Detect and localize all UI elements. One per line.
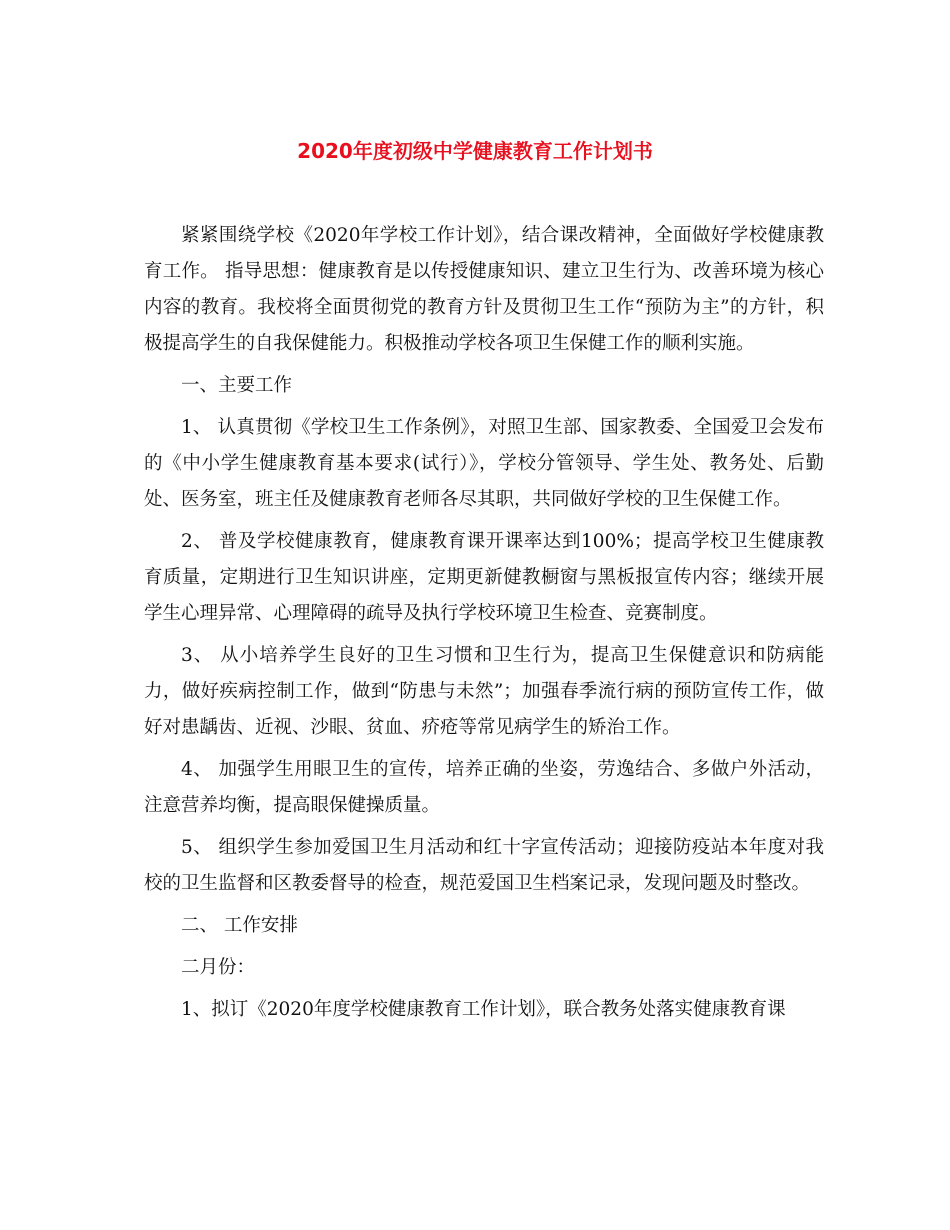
work-item-2: 2、 普及学校健康教育，健康教育课开课率达到100%；提高学校卫生健康教育质量，定期进行卫生知识讲座，定期更新健教橱窗与黑板报宣传内容；继续开展学生心理异常、心理障碍的疏导及执行学校环境卫生检查、竞赛制度。 [144,531,824,624]
section-heading-main-work: 一、主要工作 [181,375,293,396]
schedule-item-1: 1、拟订《2020年度学校健康教育工作计划》，联合教务处落实健康教育课 [181,999,786,1020]
section-heading-schedule: 二、 工作安排 [181,915,298,936]
intro-paragraph: 紧紧围绕学校《2020年学校工作计划》，结合课改精神，全面做好学校健康教育工作。 指导思想：健康教育是以传授健康知识、建立卫生行为、改善环境为核心内容的教育。我校将全面贯彻党的教育方针及贯彻卫生工作“预防为主”的方针，积极提高学生的自我保健能力。积极推动学校各项卫生保健工作的顺利实施。 [144,225,824,354]
document-body [144,218,824,1028]
document-title: 2020年度初级中学健康教育工作计划书 [297,139,653,163]
month-heading-february: 二月份： [181,957,256,978]
work-item-4: 4、 加强学生用眼卫生的宣传，培养正确的坐姿，劳逸结合、多做户外活动，注意营养均衡，提高眼保健操质量。 [144,759,824,816]
work-item-5: 5、 组织学生参加爱国卫生月活动和红十字宣传活动；迎接防疫站本年度对我校的卫生监督和区教委督导的检查，规范爱国卫生档案记录，发现问题及时整改。 [144,837,824,894]
work-item-3: 3、 从小培养学生良好的卫生习惯和卫生行为，提高卫生保健意识和防病能力，做好疾病控制工作，做到“防患与未然”；加强春季流行病的预防宣传工作，做好对患龋齿、近视、沙眼、贫血、疥疮等常见病学生的矫治工作。 [144,645,824,738]
work-item-1: 1、 认真贯彻《学校卫生工作条例》，对照卫生部、国家教委、全国爱卫会发布的《中小学生健康教育基本要求(试行）》，学校分管领导、学生处、教务处、后勤处、医务室，班主任及健康教育老师各尽其职，共同做好学校的卫生保健工作。 [144,417,824,510]
